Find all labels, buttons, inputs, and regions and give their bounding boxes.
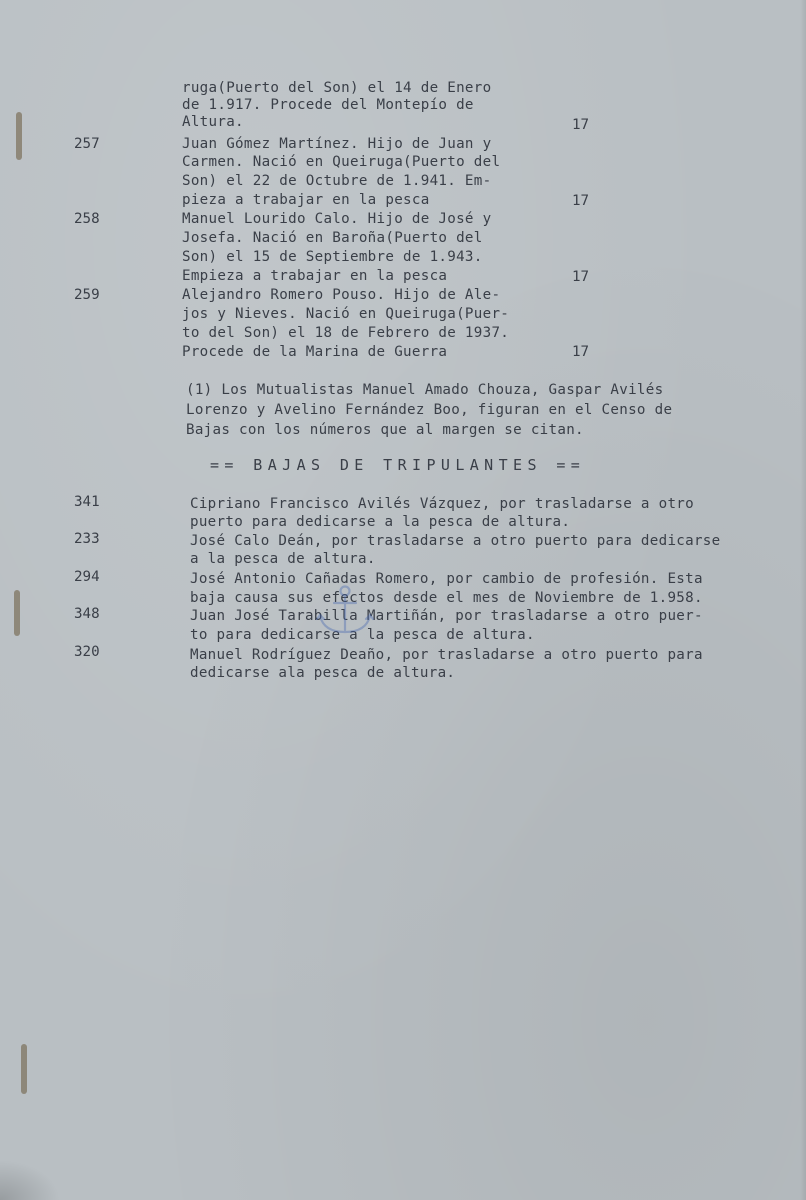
entry-text-line: ruga(Puerto del Son) el 14 de Enero: [182, 80, 492, 96]
baja-text-line: a la pesca de altura.: [190, 551, 376, 567]
baja-text-line: to para dedicarse a la pesca de altura.: [190, 627, 535, 643]
entry-text-line: Alejandro Romero Pouso. Hijo de Ale-: [182, 287, 501, 303]
section-heading: == BAJAS DE TRIPULANTES ==: [210, 456, 586, 474]
entry-text-line: Empieza a trabajar en la pesca: [182, 268, 448, 284]
entry-number: 259: [74, 287, 100, 303]
baja-text-line: José Calo Deán, por trasladarse a otro puerto para dedicarse: [190, 533, 721, 549]
baja-number: 348: [74, 606, 100, 622]
binding-hole-mark: [16, 112, 22, 160]
entry-text-line: Son) el 15 de Septiembre de 1.943.: [182, 249, 483, 265]
baja-text-line: Cipriano Francisco Avilés Vázquez, por trasladarse a otro: [190, 496, 694, 512]
entry-count: 17: [572, 344, 590, 360]
entry-text-line: Juan Gómez Martínez. Hijo de Juan y: [182, 136, 492, 152]
entry-text-line: Procede de la Marina de Guerra: [182, 344, 448, 360]
entry-text-line: pieza a trabajar en la pesca: [182, 192, 430, 208]
entry-text-line: Josefa. Nació en Baroña(Puerto del: [182, 230, 483, 246]
entry-text-line: to del Son) el 18 de Febrero de 1937.: [182, 325, 510, 341]
entry-number: 257: [74, 136, 100, 152]
paper-corner-shadow: [0, 1160, 60, 1200]
entry-count: 17: [572, 193, 590, 209]
footnote-line: Lorenzo y Avelino Fernández Boo, figuran en el Censo de: [186, 402, 673, 418]
binding-hole-mark: [14, 590, 20, 636]
binding-hole-mark: [21, 1044, 27, 1094]
entry-text-line: Manuel Lourido Calo. Hijo de José y: [182, 211, 492, 227]
baja-text-line: puerto para dedicarse a la pesca de altura.: [190, 514, 571, 530]
entry-number: 258: [74, 211, 100, 227]
entry-text-line: Altura.: [182, 114, 244, 130]
entry-text-line: jos y Nieves. Nació en Queiruga(Puer-: [182, 306, 510, 322]
paper-edge-shadow: [800, 0, 806, 1200]
baja-number: 341: [74, 494, 100, 510]
entry-text-line: Carmen. Nació en Queiruga(Puerto del: [182, 154, 501, 170]
entry-count: 17: [572, 117, 590, 133]
baja-number: 294: [74, 569, 100, 585]
entry-count: 17: [572, 269, 590, 285]
baja-text-line: baja causa sus efectos desde el mes de Noviembre de 1.958.: [190, 590, 703, 606]
footnote-line: (1) Los Mutualistas Manuel Amado Chouza, Gaspar Avilés: [186, 382, 664, 398]
baja-text-line: dedicarse ala pesca de altura.: [190, 665, 456, 681]
baja-text-line: Manuel Rodríguez Deaño, por trasladarse a otro puerto para: [190, 647, 703, 663]
entry-text-line: de 1.917. Procede del Montepío de: [182, 97, 474, 113]
footnote-line: Bajas con los números que al margen se citan.: [186, 422, 584, 438]
entry-text-line: Son) el 22 de Octubre de 1.941. Em-: [182, 173, 492, 189]
baja-number: 233: [74, 531, 100, 547]
baja-text-line: Juan José Tarabilla Martiñán, por trasladarse a otro puer-: [190, 608, 703, 624]
baja-text-line: José Antonio Cañadas Romero, por cambio de profesión. Esta: [190, 571, 703, 587]
anchor-stamp-icon: [308, 582, 382, 638]
baja-number: 320: [74, 644, 100, 660]
